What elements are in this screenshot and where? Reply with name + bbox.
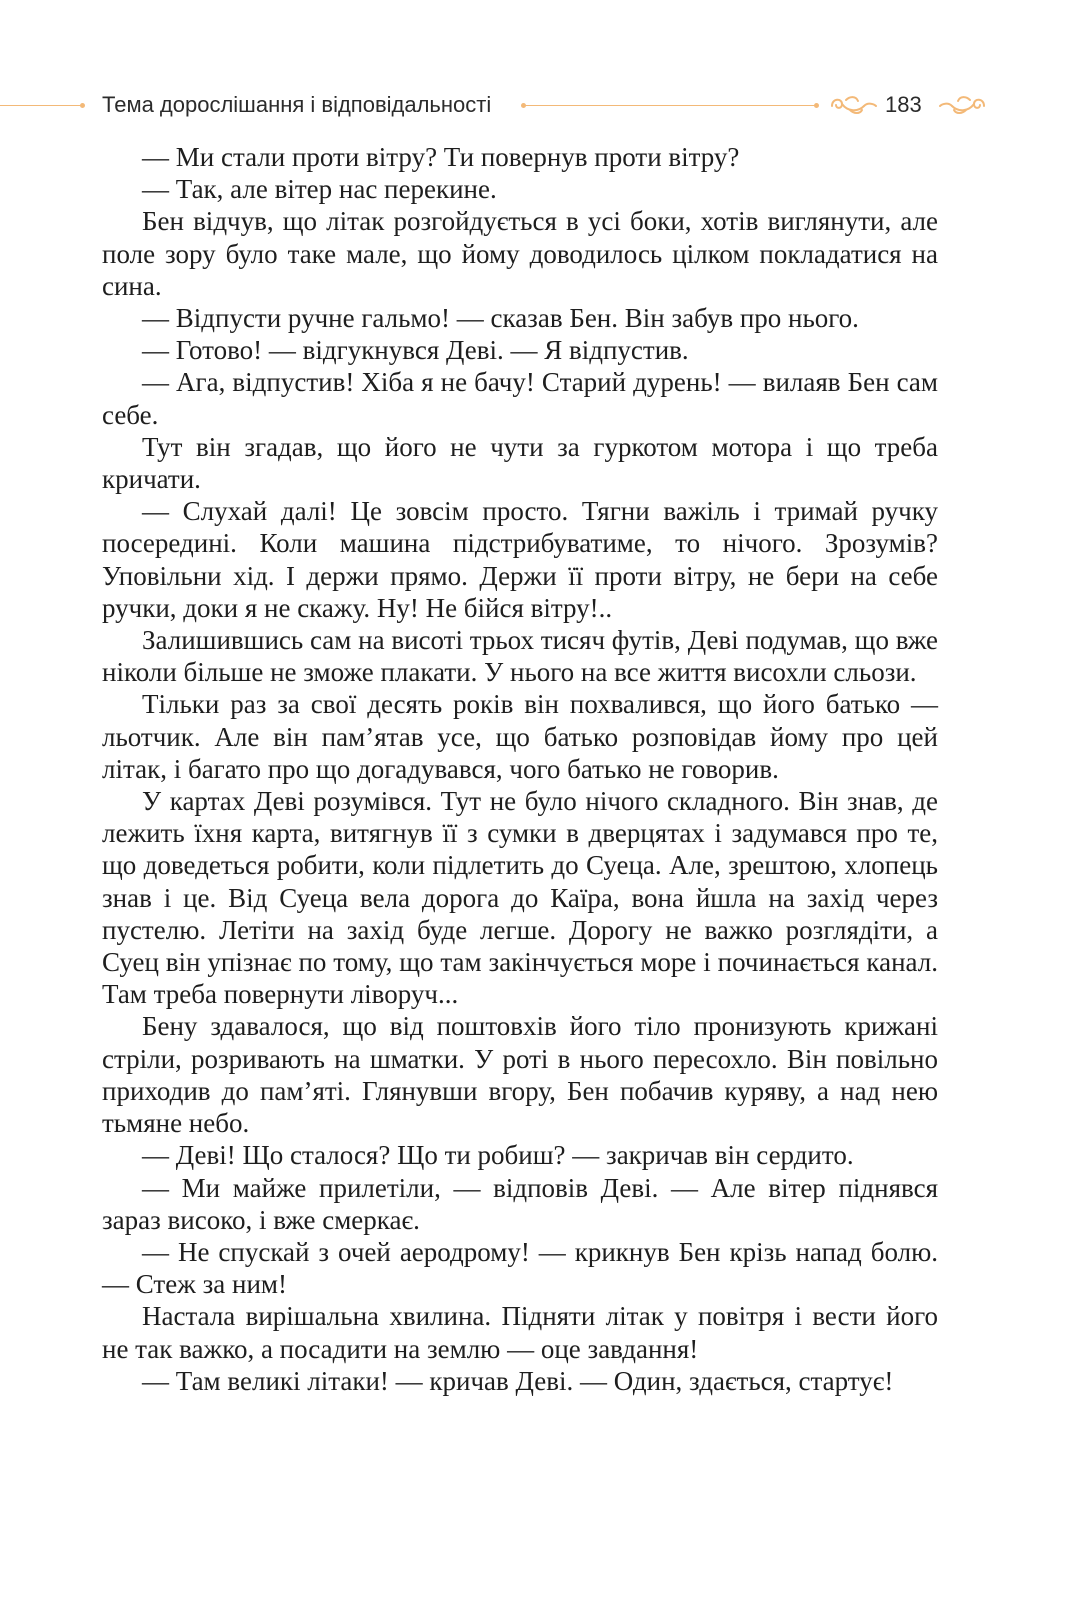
paragraph: — Ми майже прилетіли, — відповів Деві. — Але вітер піднявся зараз високо, і вже смеркає. <box>102 1172 938 1235</box>
paragraph: Залишившись сам на висоті трьох тисяч футів, Деві подумав, що вже ніколи більше не зможе плакати. У нього на все життя висохли сльози. <box>102 625 938 688</box>
paragraph: — Там великі літаки! — кричав Деві. — Один, здається, стартує! <box>142 1365 894 1396</box>
running-header <box>0 88 1091 128</box>
paragraph: — Так, але вітер нас перекине. <box>142 174 497 205</box>
paragraph: — Деві! Що сталося? Що ти робиш? — закричав він сердито. <box>142 1140 854 1171</box>
left-ornament-icon <box>828 92 878 118</box>
paragraph: Тут він згадав, що його не чути за гуркотом мотора і що треба кричати. <box>102 431 938 495</box>
paragraph: Настала вирішальна хвилина. Підняти літак у повітря і вести його не так важко, а посадити на землю — оце завдання! <box>102 1301 938 1364</box>
paragraph: Бену здавалося, що від поштовхів його тіло пронизують крижані стріли, розривають на шматки. У роті в нього пересохло. Він повільно приходив до пам’яті. Глянувши вгору, Бен побачив куряву, а над нею тьмяне небо. <box>102 1011 938 1139</box>
paragraph: Бен відчув, що літак розгойдується в усі боки, хотів виглянути, але поле зору було таке мале, що йому доводилось цілком покладатися на сина. <box>102 206 938 301</box>
paragraph: Тільки раз за свої десять років він похвалився, що його батько — льотчик. Але він пам’ятав усе, що батько розповідав йому про цей літак, і багато про що догадувався, чого батько не говорив. <box>102 689 938 784</box>
header-rule-middle <box>524 105 816 106</box>
paragraph: — Готово! — відгукнувся Деві. — Я відпустив. <box>142 335 689 366</box>
page-number: 183 <box>885 92 922 117</box>
paragraph: — Ми стали проти вітру? Ти повернув проти вітру? <box>142 142 740 172</box>
paragraph: — Ага, відпустив! Хіба я не бачу! Старий дурень! — вилаяв Бен сам себе. <box>102 367 938 430</box>
story-text <box>102 141 938 1397</box>
section-title: Тема дорослішання і відповідальності <box>102 92 492 117</box>
paragraph: — Слухай далі! Це зовсім просто. Тягни важіль і тримай ручку посередині. Коли машина підстрибуватиме, то нічого. Зрозумів? Уповільни хід. І держи прямо. Держи її проти вітру, не бери на себе ручки, доки я не скажу. Ну! Не бійся вітру!.. <box>102 496 938 623</box>
paragraph: — Не спускай з очей аеродрому! — крикнув Бен крізь напад болю. — Стеж за ним! <box>102 1236 938 1300</box>
paragraph: У картах Деві розумівся. Тут не було нічого складного. Він знав, де лежить їхня карта, витягнув її з сумки в дверцятах і задумався про те, що доведеться робити, коли підлетить до Суеца. Але, зрештою, хлопець знав і це. Від Суеца вела дорога до Каїра, вона йшла на захід через пустелю. Летіти на захід буде легше. Дорогу не важко розглядіти, а Суец він упізнає по тому, що там закінчується море і починається канал. Там треба повернути ліворуч... <box>102 786 938 1010</box>
paragraph: — Відпусти ручне гальмо! — сказав Бен. Він забув про нього. <box>142 303 859 334</box>
right-ornament-icon <box>938 92 988 118</box>
header-rule-left <box>0 105 82 106</box>
